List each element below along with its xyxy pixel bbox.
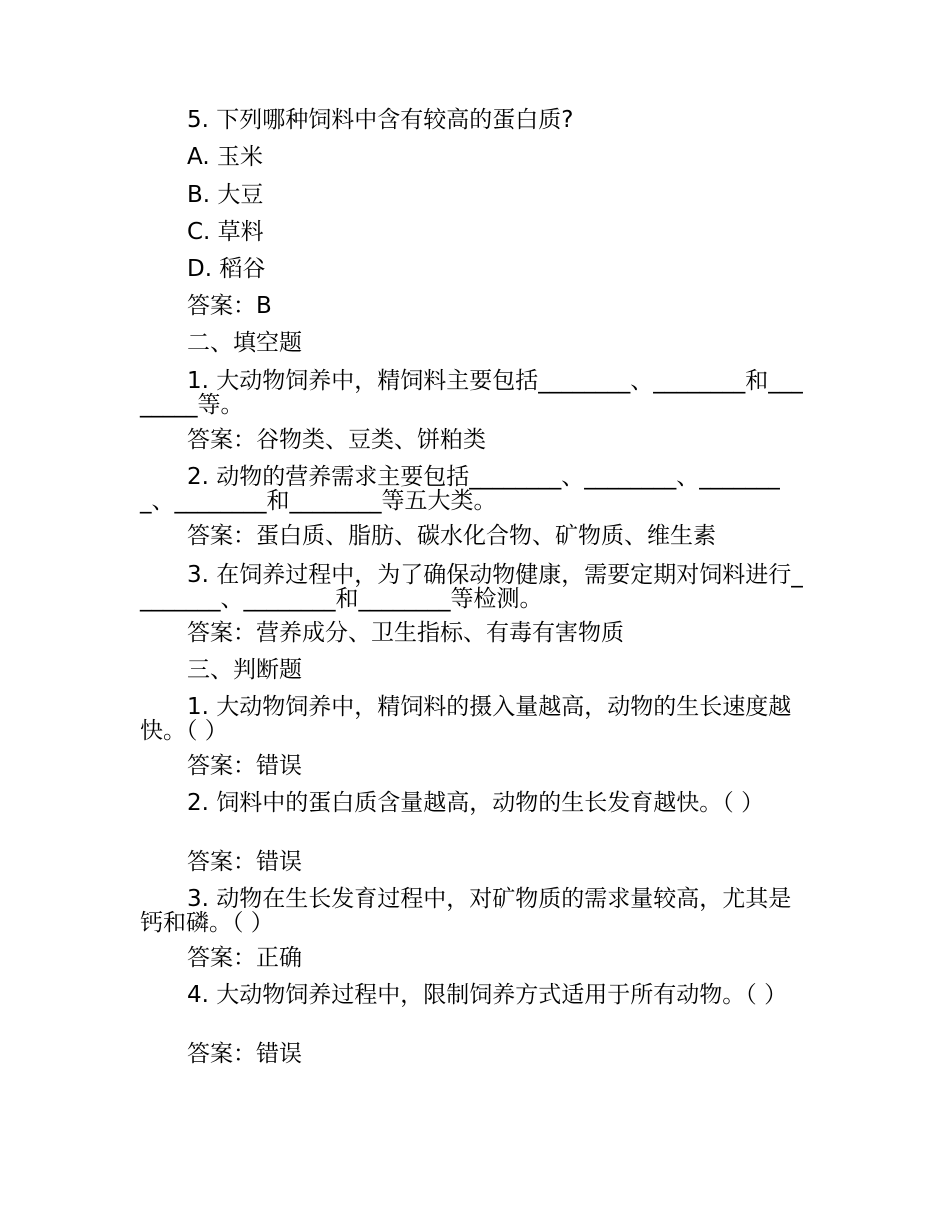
question-text: 1. 大动物饲养中，精饲料的摄入量越高，动物的生长速度越快。（ ）: [140, 694, 792, 744]
answer-text: 答案：蛋白质、脂肪、碳水化合物、矿物质、维生素: [187, 523, 716, 549]
question-text: 4. 大动物饲养过程中，限制饲养方式适用于所有动物。（ ）: [187, 982, 788, 1008]
section-heading: 二、填空题: [187, 330, 302, 356]
answer-text: 答案：谷物类、豆类、饼粕类: [187, 427, 486, 453]
question-text: 1. 大动物饲养中，精饲料主要包括________、________和________等。: [140, 368, 803, 418]
option-a: A. 玉米: [187, 144, 263, 170]
question-text: 3. 动物在生长发育过程中，对矿物质的需求量较高，尤其是钙和磷。（ ）: [140, 886, 792, 936]
option-b: B. 大豆: [187, 182, 264, 208]
question-text: 3. 在饲养过程中，为了确保动物健康，需要定期对饲料进行________、________和________等检测。: [140, 562, 803, 612]
question-text: 2. 饲料中的蛋白质含量越高，动物的生长发育越快。（ ）: [187, 790, 765, 816]
answer-text: 答案：错误: [187, 753, 302, 779]
answer-text: 答案：B: [187, 293, 272, 319]
question-text: 5. 下列哪种饲料中含有较高的蛋白质?: [187, 107, 574, 133]
question-text: 2. 动物的营养需求主要包括________、________、________、________和________等五大类。: [140, 464, 780, 514]
option-d: D. 稻谷: [187, 256, 266, 282]
answer-text: 答案：错误: [187, 849, 302, 875]
answer-text: 答案：营养成分、卫生指标、有毒有害物质: [187, 620, 624, 646]
option-c: C. 草料: [187, 219, 264, 245]
section-heading: 三、判断题: [187, 657, 302, 683]
answer-text: 答案：错误: [187, 1041, 302, 1067]
answer-text: 答案：正确: [187, 945, 302, 971]
